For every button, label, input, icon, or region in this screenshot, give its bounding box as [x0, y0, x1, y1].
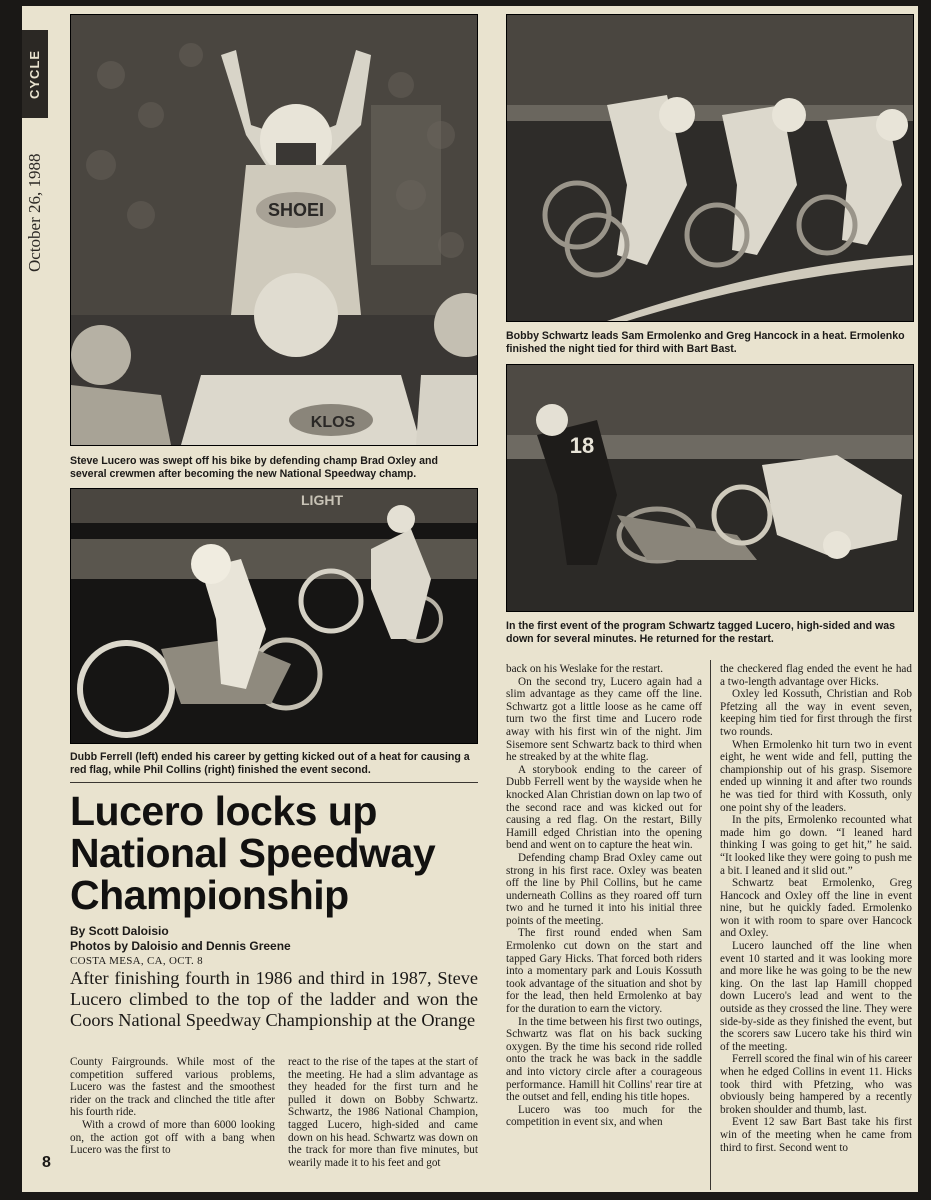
issue-date: October 26, 1988 — [25, 153, 44, 272]
article-column-4 — [720, 663, 912, 1154]
paragraph: Defending champ Brad Oxley came out strong in his first race. Oxley was beaten off the line by Phil Collins, but he came underneath Collins as they roared off turn two and he turned it into his initial three points of the meeting. — [506, 851, 702, 927]
paragraph: A storybook ending to the career of Dubb Ferrell went by the wayside when he knocked Alan Christian down on lap two of the second race and was kicked out for causing a red flag. On the restart, Billy Hamill edged Christian into the opening bend and went on to capture the heat win. — [506, 763, 702, 852]
photo-celebration — [70, 14, 478, 446]
paragraph: Lucero was too much for the competition in event six, and when — [506, 1103, 702, 1129]
article-column-3 — [506, 663, 702, 1129]
masthead — [22, 30, 68, 300]
paragraph: In the time between his first two outings, Schwartz was flat on his back sucking oxygen. By the time his second ride rolled onto the track he was back in the saddle and into victory circle after a courageous performance. Hamill hit Collins' rear tire at the outset and fell, ending his title hopes. — [506, 1015, 702, 1104]
paragraph: County Fairgrounds. While most of the competition suffered various problems, Lucero was the fastest and the smoothest rider on the track and clinched the title after his fourth ride. — [70, 1056, 275, 1119]
caption-crash: In the first event of the program Schwartz tagged Lucero, high-sided and was down for several minutes. He returned for the restart. — [506, 620, 896, 645]
rider-number-text: 18 — [569, 433, 595, 458]
paragraph: Ferrell scored the final win of his career when he edged Collins in event 11. Hicks took third with Pfetzing, who was obviously being hampered by a recently broken shoulder and thumb, last. — [720, 1053, 912, 1116]
paragraph: The first round ended when Sam Ermolenko cut down on the start and tapped Gary Hicks. That forced both riders into a momentary park and Louis Kossuth took advantage of the situation and shot by for the lead, then held Ermolenko at bay for the duration to earn the victory. — [506, 927, 702, 1016]
article-column-2 — [288, 1056, 478, 1169]
shirt-sponsor-text: SHOEI — [267, 200, 325, 220]
column-rule — [710, 660, 711, 1190]
back-sponsor-text: KLOS — [310, 414, 356, 431]
dateline: COSTA MESA, CA, OCT. 8 — [70, 955, 203, 967]
separator-rule — [70, 782, 478, 783]
photo-crash — [506, 364, 914, 612]
paragraph: the checkered flag ended the event he had a two-length advantage over Hicks. — [720, 663, 912, 688]
paragraph: Event 12 saw Bart Bast take his first win of the meeting when he came from third to first. Second went to — [720, 1116, 912, 1154]
paragraph: react to the rise of the tapes at the start of the meeting. He had a slim advantage as they headed for the first turn and he pulled it down on Bobby Schwartz. Schwartz, the 1986 National Champion, tagged Lucero, high-sided and came down on his head. Schwartz was down on the track for more than five minutes, but wearily made it to his feet and got — [288, 1056, 478, 1169]
article-headline: Lucero locks up National Speedway Championship — [70, 788, 436, 918]
article-column-1 — [70, 1056, 275, 1157]
caption-ferrell-collins: Dubb Ferrell (left) ended his career by getting kicked out of a heat for causing a red flag, while Phil Collins (right) finished the event second. — [70, 751, 470, 776]
page-number: 8 — [42, 1154, 51, 1171]
paragraph: Lucero launched off the line when event 10 started and it was looking more and more like he was going to be the new king. On the last lap Hamill chopped down Lucero's lead and went to the outside as they crossed the line. They were side-by-side as they finished the event, but the scorers saw Lucero take his third win of the meeting. — [720, 940, 912, 1053]
paragraph: With a crowd of more than 6000 looking on, the action got off with a bang when Lucero was the first to — [70, 1118, 275, 1157]
caption-celebration: Steve Lucero was swept off his bike by defending champ Brad Oxley and several crewmen after becoming the new National Speedway champ. — [70, 455, 438, 480]
paragraph: In the pits, Ermolenko recounted what made him go down. “I leaned hard thinking I was going to get hit,” he said. “It looked like they were going to push me a bit. I leaned and it slid out.” — [720, 814, 912, 877]
paragraph: Schwartz beat Ermolenko, Greg Hancock and Oxley off the line in event nine, but he quickly faded. Ermolenko won it with room to spare over Hancock and Oxley. — [720, 877, 912, 940]
byline — [70, 924, 291, 954]
paragraph: back on his Weslake for the restart. — [506, 663, 664, 675]
caption-heat: Bobby Schwartz leads Sam Ermolenko and Greg Hancock in a heat. Ermolenko finished the night tied for third with Bart Bast. — [506, 330, 905, 355]
paragraph: On the second try, Lucero again had a slim advantage as they came off the line. Schwartz got a little loose as he came off turn two the first time and Lucero rode away with his first win of the night. Jim Sisemore sent Schwartz back to third when he streaked by at the white flag. — [506, 675, 702, 764]
article-lede: After finishing fourth in 1986 and third in 1987, Steve Lucero climbed to the top of the ladder and won the Coors National Speedway Championship at the Orange — [70, 968, 478, 1030]
photo-credit: Photos by Daloisio and Dennis Greene — [70, 939, 291, 953]
author-credit: By Scott Daloisio — [70, 924, 169, 938]
banner-light-text: LIGHT — [301, 492, 343, 508]
paragraph: When Ermolenko hit turn two in event eight, he went wide and fell, putting the championship out of his grasp. Sisemore ended up winning it and after two rounds he was tied for third with Kossuth, only one point shy of the leaders. — [720, 738, 912, 814]
photo-heat — [506, 14, 914, 322]
paragraph: Oxley led Kossuth, Christian and Rob Pfetzing all the way in event seven, keeping him tied for first through the first two rounds. — [720, 688, 912, 738]
photo-ferrell-collins — [70, 488, 478, 744]
magazine-logo: CYCLE NEWS — [22, 30, 48, 118]
